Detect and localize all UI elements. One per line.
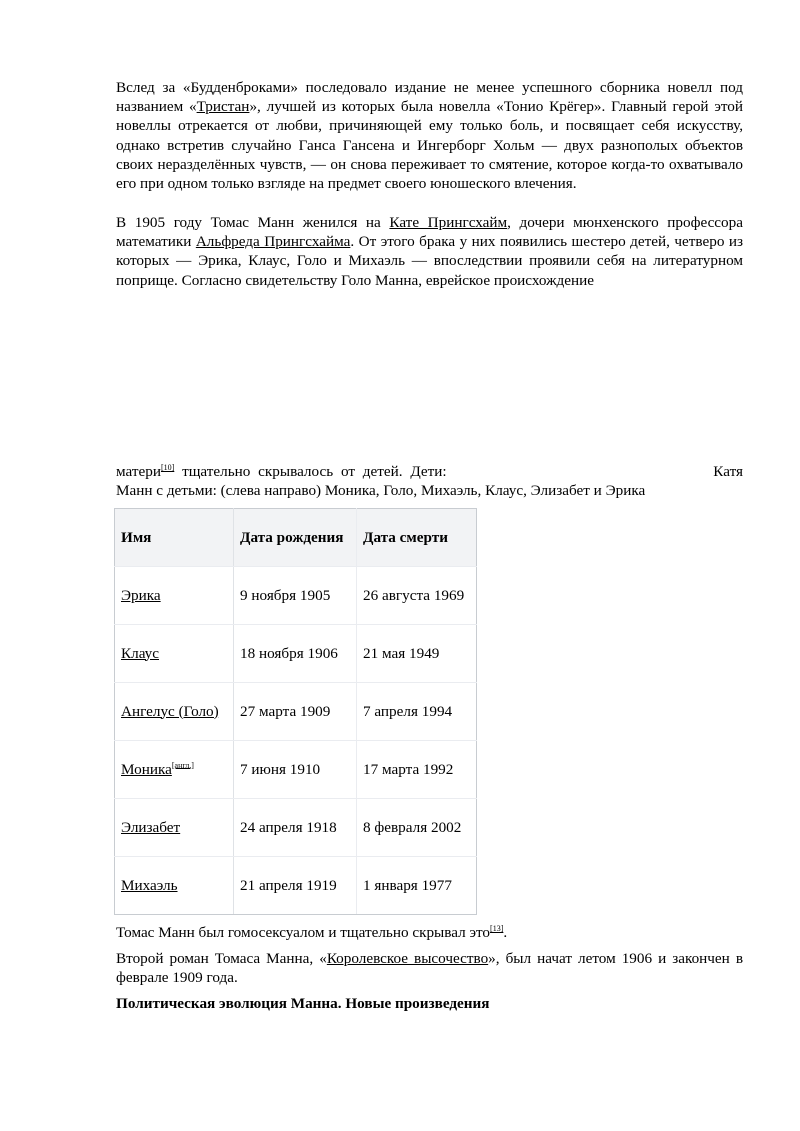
table-row [115, 857, 477, 915]
table-row [115, 683, 477, 741]
caption-start: Катя [713, 463, 743, 480]
cell-died: 21 мая 1949 [357, 625, 477, 683]
text: тщательно скрывалось от детей. Дети: [174, 463, 447, 480]
cell-died: 26 августа 1969 [357, 567, 477, 625]
link-child-name[interactable]: Моника [121, 760, 172, 778]
cell-died: 8 февраля 2002 [357, 799, 477, 857]
text: В 1905 году Томас Манн женился на [116, 214, 390, 231]
link-royal-highness[interactable]: Королевское высочество [326, 950, 489, 967]
link-child-name[interactable]: Эрика [121, 586, 161, 604]
header-born: Дата рождения [234, 509, 357, 567]
table-row [115, 741, 477, 799]
text: Томас Манн был гомосексуалом и тщательно скрывал это [116, 924, 491, 941]
cell-name [115, 567, 234, 625]
cell-name [115, 625, 234, 683]
cell-name [115, 683, 234, 741]
cell-born: 21 апреля 1919 [234, 857, 357, 915]
cell-born: 27 марта 1909 [234, 683, 357, 741]
header-name: Имя [115, 509, 234, 567]
footnote-10[interactable]: [10] [160, 462, 175, 472]
paragraph-tristan [116, 78, 743, 193]
image-caption: Манн с детьми: (слева направо) Моника, Голо, Михаэль, Клаус, Элизабет и Эрика [116, 482, 646, 500]
cell-name [115, 799, 234, 857]
link-katia-pringsheim[interactable]: Кате Прингсхайм [389, 214, 508, 231]
table-row [115, 625, 477, 683]
text: », лучшей из которых была новелла «Тонио Крёгер». Главный герой этой новеллы отрекается от любви, причиняющей ему только боль, и посвящает себя искусству, однако встретив случайно Ганса Гансена и Ингерборг Хольм — двух разнополых объектов своих неразделённых чувств, — он снова переживает то смятение, которое когда-то охватывало его при одном только взгляде на предмет своего юношеского влечения. [116, 98, 744, 193]
text: . [503, 924, 508, 941]
link-child-name[interactable]: Михаэль [121, 876, 178, 894]
cell-died: 17 марта 1992 [357, 741, 477, 799]
cell-born: 24 апреля 1918 [234, 799, 357, 857]
text: , дочери мюнхенского профессора математики [116, 214, 743, 251]
text: . От этого брака у них появились шестеро детей, четверо из которых — Эрика, Клаус, Голо и Михаэль — впоследствии проявили себя на литературном поприще. Согласно свидетельству Голо Манна, еврейское происхождение [116, 233, 744, 289]
paragraph-marriage [116, 213, 743, 290]
table-row [115, 799, 477, 857]
paragraph-royal-highness [116, 949, 743, 987]
paragraph-homosexuality [116, 923, 743, 942]
text: матери [116, 463, 161, 480]
table-row [115, 567, 477, 625]
link-child-name[interactable]: Ангелус (Голо) [121, 702, 219, 720]
link-child-name[interactable]: Клаус [121, 644, 160, 662]
section-heading: Политическая эволюция Манна. Новые произведения [116, 995, 490, 1012]
paragraph-children-intro [116, 462, 743, 500]
header-died: Дата смерти [357, 509, 477, 567]
text: Второй роман Томаса Манна, « [116, 950, 327, 967]
link-tristan[interactable]: Тристан [196, 98, 250, 116]
link-english-article[interactable]: [англ.] [171, 760, 194, 770]
text: Вслед за «Будденброками» последовало издание не менее успешного сборника новелл под названием « [116, 79, 743, 116]
cell-born: 7 июня 1910 [234, 741, 357, 799]
cell-born: 9 ноября 1905 [234, 567, 357, 625]
cell-name [115, 741, 234, 799]
cell-died: 1 января 1977 [357, 857, 477, 915]
cell-name [115, 857, 234, 915]
text: », был начат летом 1906 и закончен в феврале 1909 года. [116, 950, 743, 987]
link-child-name[interactable]: Элизабет [121, 818, 181, 836]
cell-died: 7 апреля 1994 [357, 683, 477, 741]
children-table [114, 508, 477, 915]
table-header-row [115, 509, 477, 567]
footnote-13[interactable]: [13] [490, 923, 504, 933]
link-alfred-pringsheim[interactable]: Альфреда Прингсхайма [195, 233, 351, 251]
cell-born: 18 ноября 1906 [234, 625, 357, 683]
